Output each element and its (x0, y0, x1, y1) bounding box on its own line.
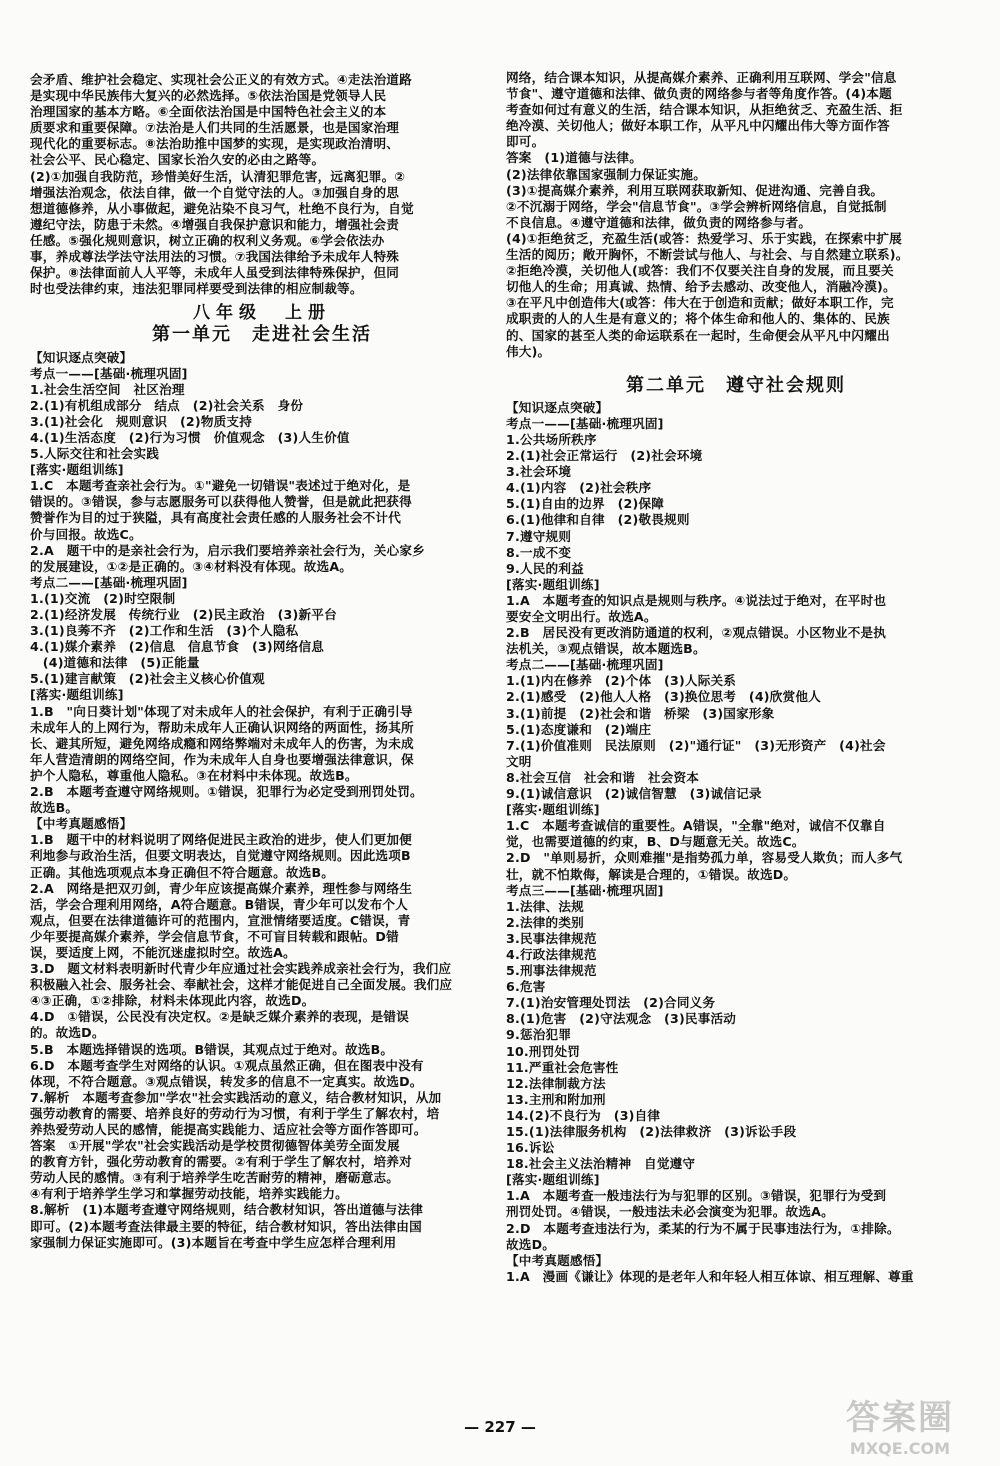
text-line: 2.B 本题考查遵守网络规则。①错误，犯罪行为必定受到刑罚处罚。 (30, 784, 423, 800)
text-line: 4.(1)生活态度 (2)行为习惯 价值观念 (3)人生价值 (30, 429, 350, 445)
text-line: 8.(1)危害 (2)守法观念 (3)民事活动 (506, 1011, 737, 1027)
text-line: 切他人的生命；用真诚、热情、给予去感动、改变他人，消融冷漠)。 (506, 279, 896, 295)
section-heading: 【中考真题感悟】 (30, 816, 133, 832)
subsection-heading: [落实·题组训练] (506, 802, 600, 818)
text-line: 2.(1)感受 (2)他人人格 (3)换位思考 (4)欣赏他人 (506, 689, 821, 705)
text-line: 10.刑罚处罚 (506, 1043, 581, 1059)
text-line: (4)①拒绝贫乏，充盈生活(或答：热爱学习、乐于实践，在探索中扩展 (506, 230, 902, 246)
text-line: 1.B 题干中的材料说明了网络促进民主政治的进步，使人们更加便 (30, 832, 412, 848)
text-line: 增强法治观念，依法自律，做一个自觉守法的人。③加强自身的思 (30, 184, 400, 200)
text-line: 故选D。 (506, 1236, 556, 1252)
text-line: 1.A 漫画《谦让》体现的是老年人和年轻人相互体谅、相互理解、尊重 (506, 1268, 914, 1284)
text-line: 7.(1)价值准则 民法原则 (2)"通行证" (3)无形资产 (4)社会 (506, 737, 886, 753)
text-line: 的教育方针，强化劳动教育的需要。②有利于学生了解农村，培养对 (30, 1154, 412, 1170)
text-line: 8.解析 (1)本题考查遵守网络规则，结合教材知识，答出道德与法律 (30, 1202, 424, 1218)
text-line: (2)法律依靠国家强制力保证实施。 (506, 166, 706, 182)
text-line: 2.D 本题考查违法行为，柔某的行为不属于民事违法行为，①排除。 (506, 1220, 900, 1236)
text-line: 刑罚处罚。④错误，一般违法未必会演变为犯罪。故选A。 (506, 1204, 834, 1220)
text-line: 2.(1)社会正常运行 (2)社会环境 (506, 448, 703, 464)
text-line: 生活的阅历；敞开胸怀，不断尝试与他人、与社会、与自然建立联系)。 (506, 247, 909, 263)
text-line: 观点，但要在法律道德许可的范围内，宣泄情绪要适度。C错误，青 (30, 912, 411, 928)
text-line: 1.(1)内在修养 (2)个体 (3)人际关系 (506, 673, 737, 689)
text-line: 壮，就不怕欺侮，解读是合理的，①错误。故选D。 (506, 866, 797, 882)
text-line: 5.(1)态度谦和 (2)端庄 (506, 721, 652, 737)
text-line: 2.(1)经济发展 传统行业 (2)民主政治 (3)新平台 (30, 607, 337, 622)
text-line: 9.人民的利益 (506, 560, 584, 576)
text-line: (3)①提高媒介素养，利用互联网获取新知、促进沟通、完善自我。 (506, 182, 884, 198)
text-line: 1.社会生活空间 社区治理 (30, 381, 185, 397)
text-line: 2.(1)有机组成部分 结点 (2)社会关系 身份 (30, 397, 304, 413)
text-line: 16.诉讼 (506, 1140, 555, 1156)
watermark-url: MXQE.COM (849, 1439, 951, 1458)
text-line: 2.A 题干中的是亲社会行为，启示我们要培养亲社会行为，关心家乡 (30, 542, 425, 558)
text-line: 5.(1)自由的边界 (2)保障 (506, 496, 665, 512)
subsection-heading: 考点三——[基础·梳理巩固] (506, 882, 664, 898)
text-line: 劳动人民的感情。③有利于培养学生吃苦耐劳的精神，磨砺意志。 (30, 1170, 400, 1186)
text-line: 会矛盾、维护社会稳定、实现社会公正义的有效方式。④走法治道路 (30, 72, 412, 87)
text-line: 活，学会合理利用网络，A符合题意。B错误，青少年可以发布个人 (30, 896, 408, 912)
text-line: 故选B。 (30, 800, 79, 816)
text-line: 1.(1)交流 (2)时空限制 (30, 590, 176, 606)
text-line: 6.D 本题考查学生对网络的认识。①观点虽然正确，但在图表中没有 (30, 1057, 424, 1073)
subsection-heading: 考点一——[基础·梳理巩固] (30, 365, 188, 381)
text-line: 1.A 本题考查一般违法行为与犯罪的区别。③错误，犯罪行为受到 (506, 1188, 887, 1204)
text-line: 14.(2)不良行为 (3)自律 (506, 1107, 661, 1123)
subsection-heading: [落实·题组训练] (30, 462, 124, 478)
text-line: 体现，不符合题意。③观点错误，转发多的信息不一定真实。故选D。 (30, 1073, 423, 1089)
text-line: 利地参与政治生活，但要文明表达，自觉遵守网络规则。因此选项B (30, 848, 411, 864)
text-line: 5.人际交往和社会实践 (30, 446, 160, 462)
subsection-heading: [落实·题组训练] (506, 1172, 600, 1188)
text-line: 12.法律制裁方法 (506, 1075, 606, 1091)
text-line: 要安全文明出行。故选A。 (506, 609, 657, 624)
text-line: 15.(1)法律服务机构 (2)法律救济 (3)诉讼手段 (506, 1124, 797, 1139)
text-line: 强劳动教育的需要、培养良好的劳动行为习惯，有利于学生了解农村，培 (30, 1105, 440, 1121)
text-line: 2.法律的类别 (506, 914, 584, 930)
text-line: 质要求和重要保障。⑦法治是人们共同的生活愿景，也是国家治理 (30, 120, 400, 136)
text-line: 4.D ①错误，公民没有决定权。②是缺乏媒介素养的表现，是错误 (30, 1009, 409, 1025)
text-line: 11.严重社会危害性 (506, 1059, 619, 1075)
text-line: ④有利于培养学生学习和掌握劳动技能，培养实践能力。 (30, 1186, 348, 1202)
subsection-heading: 考点二——[基础·梳理巩固] (30, 574, 188, 590)
text-line: 的。故选D。 (30, 1025, 105, 1041)
right-top-block (506, 70, 966, 360)
unit-two-title: 第二单元 遵守社会规则 (626, 374, 846, 396)
text-line: 13.主刑和附加刑 (506, 1091, 606, 1107)
text-line: 长、避其所短，避免网络成瘾和网络弊端对未成年人的伤害，为未成 (30, 735, 414, 751)
text-line: 7.遵守规则 (506, 528, 572, 544)
text-line: 5.B 本题选择错误的选项。B错误，其观点过于绝对。故选B。 (30, 1041, 394, 1057)
text-line: 少年要提高媒介素养，学会信息节食，不可盲目转载和跟帖。D错 (30, 928, 399, 944)
text-line: 任感。⑤强化规则意识，树立正确的权利义务观。⑥学会依法办 (30, 232, 385, 248)
text-line: 成职责的人的人生是有意义的；将个体生命和他人的、集体的、民族 (506, 311, 890, 327)
text-line: 9.(1)诚信意识 (2)诚信智慧 (3)诚信记录 (506, 786, 762, 802)
watermark-logo (810, 1390, 990, 1462)
grade-title: 八年级 上册 (193, 303, 331, 324)
text-line: 价与回报。故选C。 (30, 526, 142, 542)
text-line: 觉，也需要道德的约束，B、D与题意无关。故选C。 (506, 834, 805, 850)
text-line: 护个人隐私，尊重他人隐私。③在材料中未体现。故选B。 (30, 767, 358, 783)
left-column (30, 72, 494, 1251)
text-line: 绝冷漠、关切他人；做好本职工作，从平凡中闪耀出伟大等方面作答 (506, 118, 890, 134)
text-line: 治理国家的基本方略。⑥全面依法治国是中国特色社会主义的本 (30, 104, 387, 120)
text-line: 伟大)。 (506, 343, 551, 359)
text-line: 1.A 本题考查的知识点是规则与秩序。④说法过于绝对，在平时也 (506, 592, 887, 608)
text-line: 3.(1)前提 (2)社会和谐 桥梁 (3)国家形象 (506, 705, 775, 721)
text-line: 4.(1)媒介素养 (2)信息 信息节食 (3)网络信息 (30, 639, 325, 655)
text-line: 节食"、遵守道德和法律、做负责的网络参与者等角度作答。(4)本题 (506, 86, 892, 102)
text-line: 5.刑事法律规范 (506, 963, 597, 979)
unit-one-title: 第一单元 走进社会生活 (152, 324, 372, 346)
text-line: 是实现中华民族伟大复兴的必然选择。⑤依法治国是党领导人民 (30, 88, 387, 104)
text-line: 8.一成不变 (506, 544, 572, 560)
text-line: 保护。⑧法律面前人人平等，未成年人虽受到法律特殊保护，但同 (30, 265, 400, 281)
text-line: ③在平凡中创造伟大(或答：伟大在于创造和贡献；做好本职工作，完 (506, 295, 894, 311)
text-line: (2)①加强自我防范，珍惜美好生活，认清犯罪危害，远离犯罪。② (30, 168, 406, 184)
text-line: 1.C 本题考查亲社会行为。①"避免一切错误"表述过于绝对化，是 (30, 478, 411, 494)
text-line: 18.社会主义法治精神 自觉遵守 (506, 1156, 696, 1172)
text-line: 现代化的重要标志。⑧法治助推中国梦的实现，是实现政治清明、 (30, 136, 400, 152)
text-line: 答案 (1)道德与法律。 (506, 150, 643, 166)
text-line: 3.(1)社会化 规则意识 (2)物质支持 (30, 413, 253, 429)
text-line: 2.D "单则易折，众则难摧"是指势孤力单，容易受人欺负；而人多气 (506, 850, 903, 866)
text-line: 积极融入社会、服务社会、奉献社会，这样才能促进自己全面发展。我们应 (30, 977, 453, 993)
text-line: 4.行政法律规范 (506, 946, 597, 962)
text-line: 即可。(2)本题考查法律最主要的特征，结合教材知识，答出法律由国 (30, 1218, 422, 1234)
text-line: 3.(1)良莠不齐 (2)工作和生活 (3)个人隐私 (30, 623, 299, 639)
right-content-block (506, 400, 966, 1285)
text-line: 误，要适度上网，不能沉迷虚拟时空。故选A。 (30, 944, 296, 960)
text-line: 1.法律、法规 (506, 898, 584, 914)
text-line: 文明 (506, 753, 532, 769)
text-line: 3.民事法律规范 (506, 930, 597, 946)
text-line: 答案 ①开展"学农"社会实践活动是学校贯彻德智体美劳全面发展 (30, 1138, 400, 1154)
right-column (506, 70, 966, 1285)
text-line: 1.公共场所秩序 (506, 431, 597, 447)
text-line: 年人营造清朗的网络空间，作为未成年人自身也要增强法律意识，保 (30, 751, 414, 767)
text-line: 2.A 网络是把双刃剑，青少年应该提高媒介素养，理性参与网络生 (30, 880, 413, 896)
text-line: 想道德修养，从小事做起，避免沾染不良习气，杜绝不良行为，自觉 (30, 200, 414, 216)
subsection-heading: 考点二——[基础·梳理巩固] (506, 657, 664, 673)
section-heading: 【知识逐点突破】 (506, 399, 609, 415)
text-line: 9.惩治犯罪 (506, 1027, 572, 1043)
text-line: 社会公平、民心稳定、国家长治久安的必由之路等。 (30, 152, 325, 168)
text-line: 赞誉作为目的过于狭隘，具有高度社会责任感的人服务社会不计代 (30, 510, 402, 526)
text-line: 法机关，③观点错误，故本题选B。 (506, 641, 706, 657)
text-line: ②拒绝冷漠，关切他人(或答：我们不仅要关注自身的发展，而且要关 (506, 263, 894, 279)
text-line: 7.解析 本题考查参加"学农"社会实践活动的意义，结合教材知识，从加 (30, 1089, 442, 1105)
text-line: 错误的。③错误，参与志愿服务可以获得他人赞誉，但是就此把获得 (30, 494, 412, 510)
text-line: 2.B 居民没有更改消防通道的权利，②观点错误。小区物业不是执 (506, 625, 887, 641)
text-line: 正确。其他选项观点本身正确但不符合题意。故选B。 (30, 864, 335, 880)
text-line: 家强制力保证实施即可。(3)本题旨在考查中学生应怎样合理利用 (30, 1234, 397, 1250)
subsection-heading: [落实·题组训练] (506, 576, 600, 592)
left-intro-block (30, 72, 494, 297)
section-heading: 【知识逐点突破】 (30, 349, 133, 365)
text-line: 4.(1)内容 (2)社会秩序 (506, 480, 652, 496)
text-line: 8.社会互信 社会和谐 社会资本 (506, 769, 700, 785)
left-content-block (30, 350, 494, 1251)
page-number: — 227 — (464, 1418, 536, 1436)
text-line: 时也受法律约束，违法犯罪同样要受到法律的相应制裁等。 (30, 281, 363, 297)
text-line: 养热爱劳动人民的感情，能提高实践能力、适应社会等方面作答即可。 (30, 1122, 427, 1137)
text-line: (4)道德和法律 (5)正能量 (30, 655, 200, 671)
text-line: 的、国家的甚至人类的命运联系在一起时，生命便会从平凡中闪耀出 (506, 327, 890, 343)
text-line: 6.危害 (506, 979, 546, 995)
text-line: 即可。 (506, 134, 545, 150)
text-line: 不良信息。④遵守道德和法律，做负责的网络参与者。 (506, 214, 812, 230)
text-line: 1.C 本题考查诚信的重要性。A错误，"全靠"绝对，诚信不仅靠自 (506, 818, 886, 834)
text-line: 遵纪守法，防患于未然。④增强自我保护意识和能力，增强社会责 (30, 216, 400, 232)
text-line: ④③正确，①②排除，材料未体现此内容，故选D。 (30, 993, 315, 1009)
text-line: 7.(1)治安管理处罚法 (2)合同义务 (506, 995, 716, 1011)
subsection-heading: 考点一——[基础·梳理巩固] (506, 415, 664, 431)
text-line: 1.B "向日葵计划"体现了对未成年人的社会保护，有利于正确引导 (30, 703, 413, 719)
text-line: 事，养成尊法学法守法用法的习惯。⑦我国法律给予未成年人特殊 (30, 249, 400, 265)
text-line: 考查如何过有意义的生活，结合课本知识，从拒绝贫乏、充盈生活、拒 (506, 102, 903, 118)
text-line: 网络，结合课本知识，从提高媒介素养、正确利用互联网、学会"信息 (506, 70, 897, 85)
text-line: ②不沉溺于网络，学会"信息节食"。③学会辨析网络信息，自觉抵制 (506, 198, 887, 214)
watermark-text: 答案圈 (846, 1398, 954, 1438)
text-line: 3.社会环境 (506, 464, 572, 480)
section-heading: 【中考真题感悟】 (506, 1252, 609, 1268)
text-line: 的发展建设，①②是正确的。③④材料没有体现。故选A。 (30, 558, 353, 574)
subsection-heading: [落实·题组训练] (30, 687, 124, 703)
text-line: 3.D 题文材料表明新时代青少年应通过社会实践养成亲社会行为，我们应 (30, 961, 452, 977)
text-line: 5.(1)建言献策 (2)社会主义核心价值观 (30, 671, 265, 687)
text-line: 6.(1)他律和自律 (2)敬畏规则 (506, 512, 690, 528)
text-line: 未成年人的上网行为，帮助未成年人正确认识网络的两面性，扬其所 (30, 719, 414, 735)
